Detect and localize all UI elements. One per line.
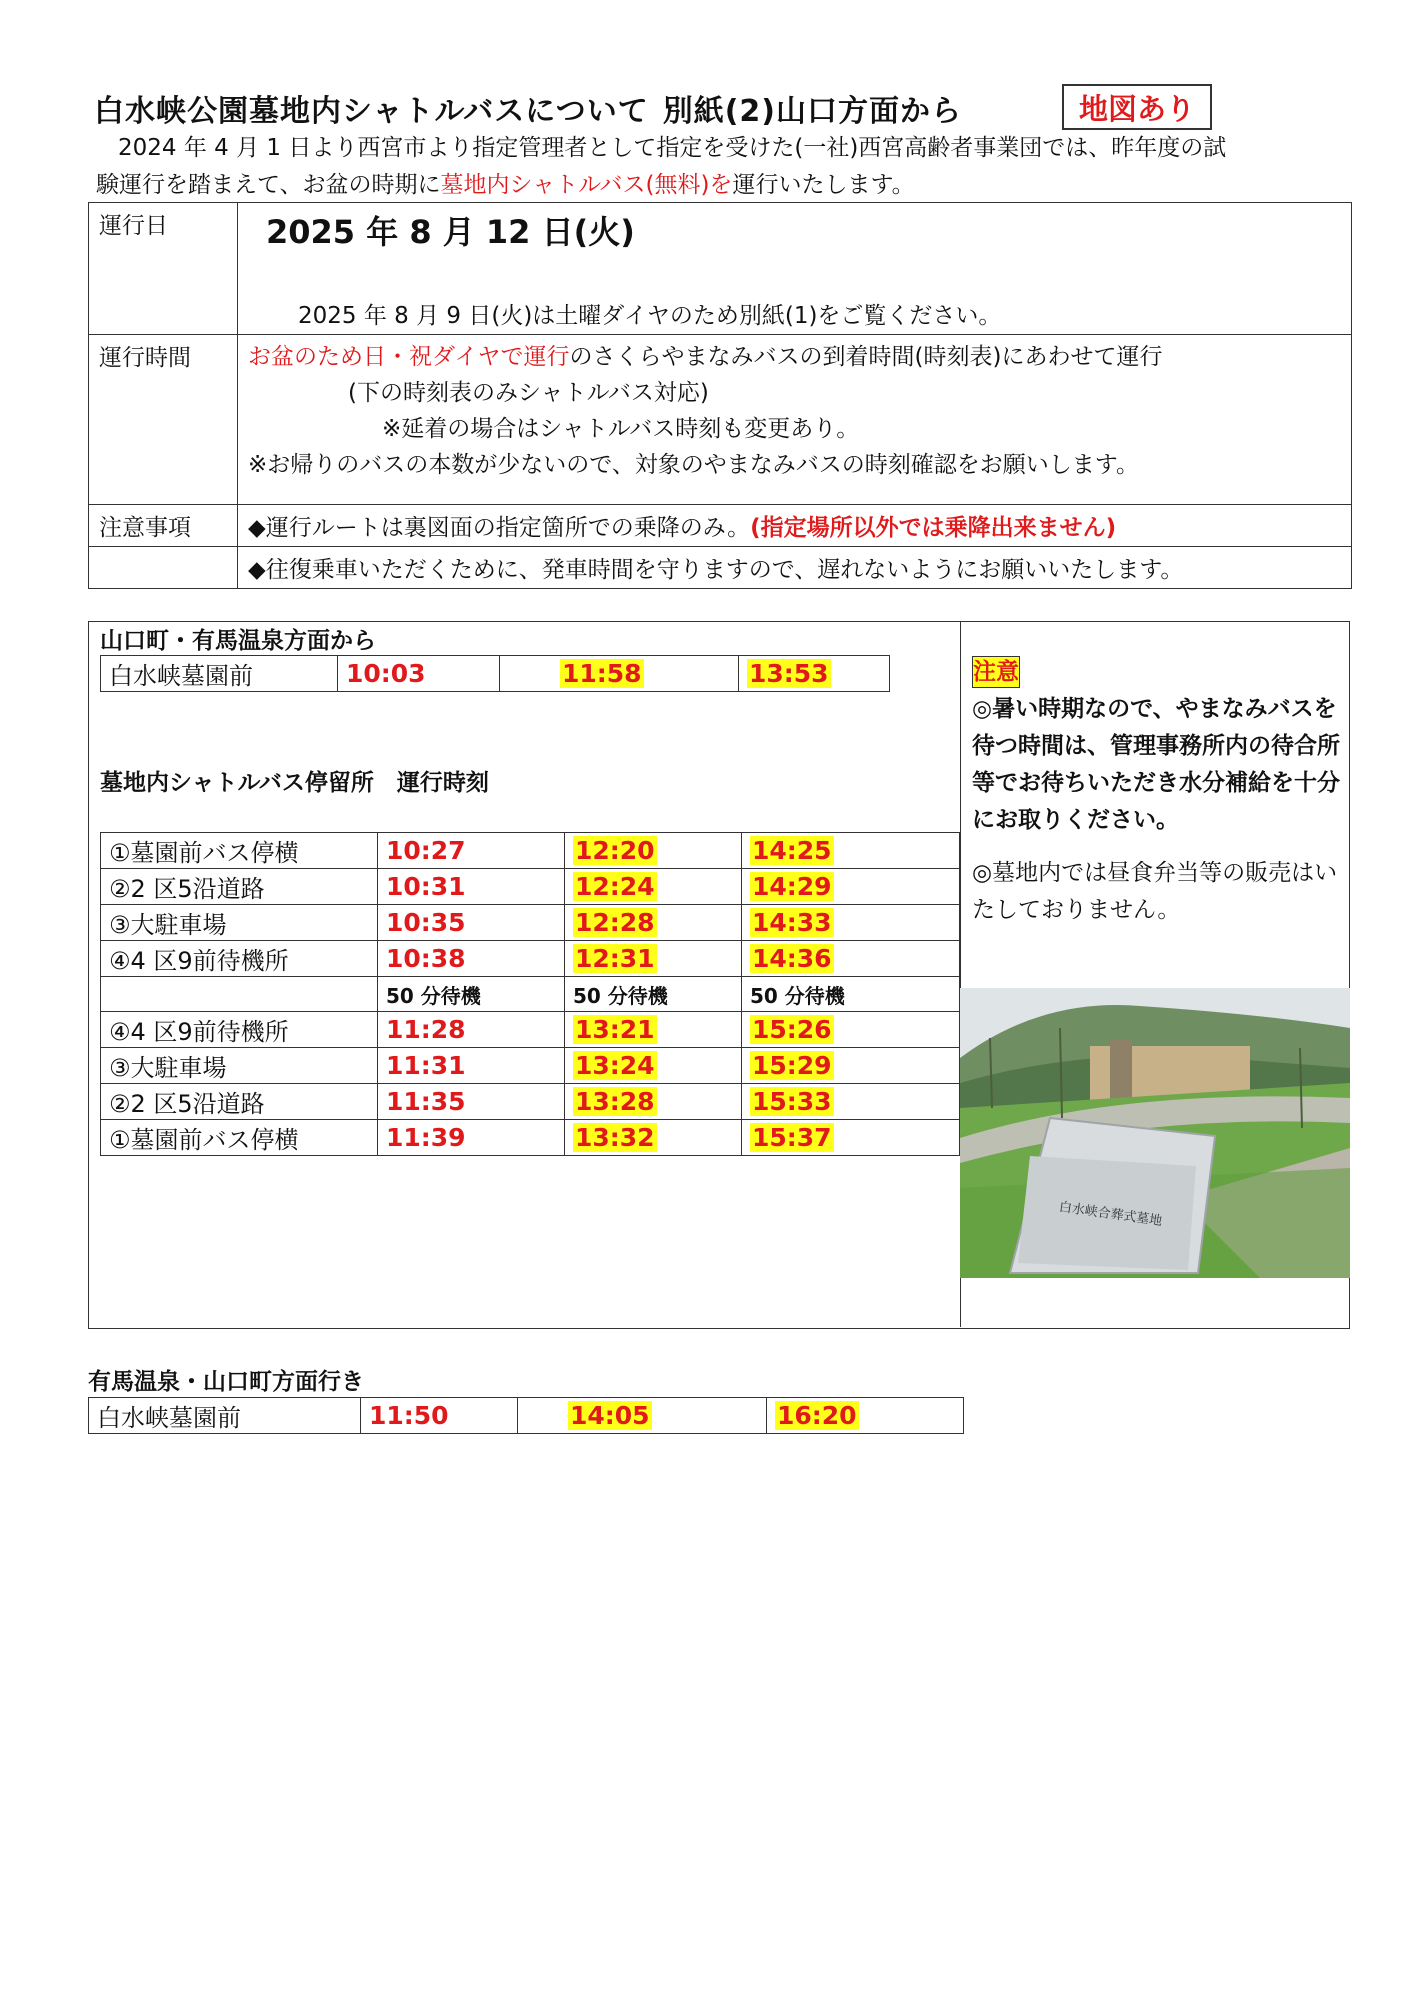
- time-value: 11:31: [386, 1051, 466, 1080]
- from-yamaguchi-table: [100, 655, 890, 692]
- time-cell: [565, 1048, 742, 1084]
- time-value: 15:29: [752, 1051, 832, 1080]
- cemetery-photo-image: [960, 988, 1350, 1278]
- time-cell: [565, 869, 742, 905]
- table-row: [101, 905, 960, 941]
- time-value: 10:31: [386, 872, 466, 901]
- stop-name: ④4 区9前待機所: [101, 941, 378, 977]
- time-cell: [378, 905, 565, 941]
- time-cell: [742, 905, 960, 941]
- date-cell: [238, 203, 1352, 335]
- notice-cell-1: [238, 505, 1352, 547]
- time-value: 12:24: [575, 872, 655, 901]
- stop-name: 白水峡墓園前: [89, 1398, 361, 1434]
- time-line2: (下の時刻表のみシャトルバス対応): [348, 380, 709, 406]
- note-heat: ◎暑い時期なので、やまなみバスを待つ時間は、管理事務所内の待合所等でお待ちいただき水分補給を十分にお取りください。: [972, 696, 1340, 833]
- stop-name: 白水峡墓園前: [101, 656, 338, 692]
- time-cell: [739, 656, 890, 692]
- time-red: お盆のため日・祝ダイヤで運行: [248, 344, 570, 370]
- intro-paragraph: [96, 130, 1356, 204]
- time-line1: [248, 339, 1341, 375]
- table-row: [101, 1120, 960, 1156]
- intro-line1: 2024 年 4 月 1 日より西宮市より指定管理者として指定を受けた(一社)西宮高齢者事業団では、昨年度の試: [118, 135, 1227, 161]
- time-value: 16:20: [777, 1401, 857, 1430]
- stop-name: ②2 区5沿道路: [101, 869, 378, 905]
- wait-label: 50 分待機: [742, 977, 960, 1012]
- time-cell: [378, 869, 565, 905]
- time-cell: [565, 905, 742, 941]
- shuttle-heading: 墓地内シャトルバス停留所 運行時刻: [100, 770, 489, 796]
- time-cell: [338, 656, 500, 692]
- notice1-text: ◆運行ルートは裏図面の指定箇所での乗降のみ。: [248, 515, 751, 541]
- time-value: 11:39: [386, 1123, 466, 1152]
- wait-label: 50 分待機: [378, 977, 565, 1012]
- map-badge: 地図あり: [1062, 84, 1212, 130]
- time-rest: のさくらやまなみバスの到着時間(時刻表)にあわせて運行: [569, 344, 1163, 370]
- time-cell: [742, 833, 960, 869]
- stop-name: ②2 区5沿道路: [101, 1084, 378, 1120]
- time-cell: [238, 335, 1352, 505]
- table-row: [101, 1012, 960, 1048]
- time-cell: [742, 1012, 960, 1048]
- time-cell: [742, 869, 960, 905]
- time-value: 13:28: [575, 1087, 655, 1116]
- note-food: ◎墓地内では昼食弁当等の販売はいたしておりません。: [972, 860, 1338, 923]
- time-value: 13:53: [749, 659, 829, 688]
- time-value: 10:27: [386, 836, 466, 865]
- intro-highlight: 墓地内シャトルバス(無料)を: [440, 172, 733, 198]
- time-value: 11:35: [386, 1087, 466, 1116]
- notes-panel: [972, 654, 1347, 929]
- time-cell: [378, 941, 565, 977]
- to-arima-table: [88, 1397, 964, 1434]
- wait-row: [101, 977, 960, 1012]
- stop-name: ④4 区9前待機所: [101, 1012, 378, 1048]
- notice-label-empty: [89, 547, 238, 589]
- notice2-text: ◆往復乗車いただくために、発車時間を守りますので、遅れないようにお願いいたします。: [238, 547, 1352, 589]
- time-value: 13:21: [575, 1015, 655, 1044]
- time-cell: [500, 656, 739, 692]
- intro-part2: 験運行を踏まえて、お盆の時期に: [96, 172, 441, 198]
- table-row: [101, 941, 960, 977]
- time-cell: [742, 941, 960, 977]
- info-row-notice: [89, 505, 1352, 547]
- time-value: 15:37: [752, 1123, 832, 1152]
- time-value: 10:35: [386, 908, 466, 937]
- notes-caption: 注意: [972, 656, 1020, 688]
- photo-sign-text: 白水峡合葬式墓地: [1057, 1199, 1164, 1230]
- time-cell: [742, 1048, 960, 1084]
- time-cell: [767, 1398, 964, 1434]
- table-row: [101, 656, 890, 692]
- from-yamaguchi-heading: 山口町・有馬温泉方面から: [100, 628, 376, 654]
- title-sub: 別紙(2)山口方面から: [662, 94, 962, 129]
- time-value: 15:33: [752, 1087, 832, 1116]
- intro-line2: [96, 167, 1356, 204]
- notice-label: 注意事項: [89, 505, 238, 547]
- time-value: 10:38: [386, 944, 466, 973]
- operation-date: 2025 年 8 月 12 日(火): [266, 213, 635, 251]
- info-row-date: [89, 203, 1352, 335]
- time-label: 運行時間: [89, 335, 238, 505]
- page-title: [94, 86, 962, 130]
- time-value: 12:31: [575, 944, 655, 973]
- time-value: 12:20: [575, 836, 655, 865]
- time-value: 11:58: [562, 659, 642, 688]
- time-cell: [565, 1012, 742, 1048]
- time-value: 14:25: [752, 836, 832, 865]
- time-value: 14:29: [752, 872, 832, 901]
- time-cell: [565, 1084, 742, 1120]
- time-line4: ※お帰りのバスの本数が少ないので、対象のやまなみバスの時刻確認をお願いします。: [248, 452, 1139, 478]
- notice1-red: (指定場所以外では乗降出来ません): [750, 515, 1117, 541]
- time-cell: [565, 941, 742, 977]
- time-cell: [378, 1048, 565, 1084]
- table-row: [101, 869, 960, 905]
- shuttle-table: [100, 832, 960, 1156]
- info-table: [88, 202, 1352, 589]
- time-value: 14:36: [752, 944, 832, 973]
- wait-empty: [101, 977, 378, 1012]
- time-value: 11:28: [386, 1015, 466, 1044]
- stop-name: ③大駐車場: [101, 905, 378, 941]
- info-row-time: [89, 335, 1352, 505]
- table-row: [101, 1084, 960, 1120]
- to-arima-heading: 有馬温泉・山口町方面行き: [88, 1369, 364, 1395]
- stop-name: ③大駐車場: [101, 1048, 378, 1084]
- time-cell: [742, 1084, 960, 1120]
- table-row: [101, 1048, 960, 1084]
- wait-label: 50 分待機: [565, 977, 742, 1012]
- intro-part3: 運行いたします。: [732, 172, 915, 198]
- time-cell: [742, 1120, 960, 1156]
- time-cell: [378, 833, 565, 869]
- info-row-notice2: [89, 547, 1352, 589]
- stop-name: ①墓園前バス停横: [101, 833, 378, 869]
- date-label: 運行日: [89, 203, 238, 335]
- date-note: 2025 年 8 月 9 日(火)は土曜ダイヤのため別紙(1)をご覧ください。: [298, 303, 1002, 329]
- stop-name: ①墓園前バス停横: [101, 1120, 378, 1156]
- time-cell: [565, 1120, 742, 1156]
- time-cell: [518, 1398, 767, 1434]
- table-row: [89, 1398, 964, 1434]
- time-cell: [565, 833, 742, 869]
- cemetery-photo: [960, 988, 1350, 1278]
- time-value: 14:33: [752, 908, 832, 937]
- time-cell: [378, 1012, 565, 1048]
- time-value: 15:26: [752, 1015, 832, 1044]
- table-row: [101, 833, 960, 869]
- time-line3: ※延着の場合はシャトルバス時刻も変更あり。: [382, 416, 860, 442]
- time-cell: [378, 1084, 565, 1120]
- time-value: 12:28: [575, 908, 655, 937]
- time-value: 13:32: [575, 1123, 655, 1152]
- time-value: 11:50: [369, 1401, 449, 1430]
- time-value: 10:03: [346, 659, 426, 688]
- time-value: 14:05: [570, 1401, 650, 1430]
- time-cell: [361, 1398, 518, 1434]
- time-cell: [378, 1120, 565, 1156]
- time-value: 13:24: [575, 1051, 655, 1080]
- title-main: 白水峡公園墓地内シャトルバスについて: [94, 94, 649, 129]
